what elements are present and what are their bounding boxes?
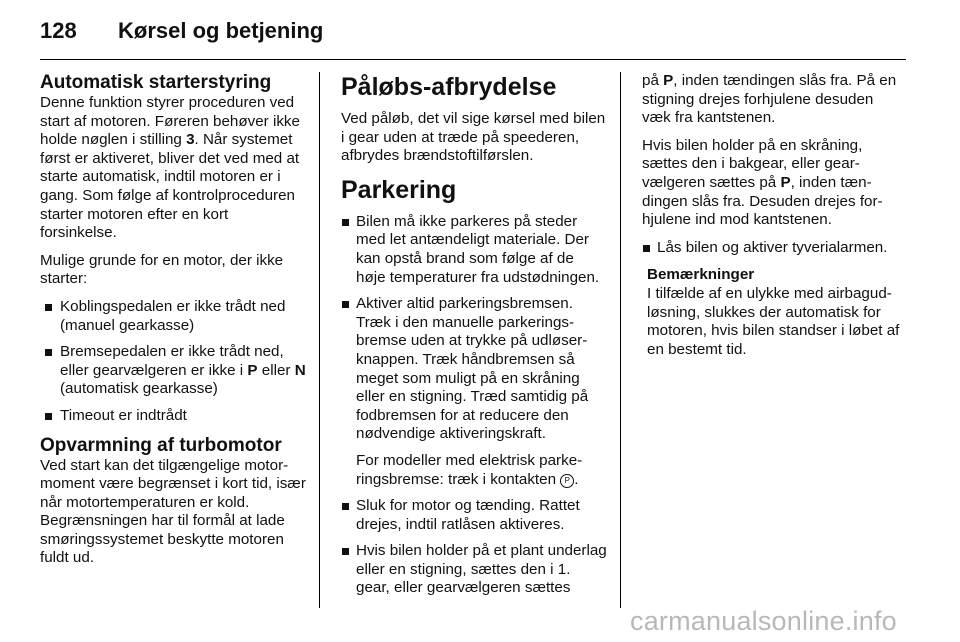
column-1 <box>40 72 308 577</box>
heading-turbo-warmup: Opvarmning af turbomotor <box>40 434 282 456</box>
list-item: Hvis bilen holder på et plant underlag eller en stigning, sættes den i 1. gear, eller gearvælgeren sættes <box>341 542 607 598</box>
list-item: Bremsepedalen er ikke trådt ned, eller gearvælgeren er ikke i P eller N (automatisk gearkasse) <box>44 343 308 399</box>
reasons-list <box>44 298 308 426</box>
column-2 <box>341 72 607 607</box>
paragraph-overrun-cutoff: Ved påløb, det vil sige kørsel med bilen i gear uden at træde på speederen, afbrydes brændstoftilførslen. <box>341 110 606 165</box>
header-rule <box>40 59 906 60</box>
column-3 <box>642 72 904 359</box>
list-item: Koblingspedalen er ikke trådt ned (manuel gearkasse) <box>44 298 308 335</box>
page-number: 128 <box>40 18 77 43</box>
list-item: Lås bilen og aktiver tyverialarmen. <box>642 239 904 258</box>
page-title: Kørsel og betjening <box>118 18 324 43</box>
note-body: I tilfælde af en ulykke med airbagudløsning, slukkes der automatisk for motoren, hvis bilen standser i løbet af en bestemt tid. <box>647 284 900 358</box>
slope-parking-note: Hvis bilen holder på en skråning, sættes den i bakgear, eller gearvælgeren sættes på P, inden tændingen slås fra. Desuden drejes forhjulene ind mod kantstenen. <box>642 136 883 229</box>
parking-brake-icon: P <box>560 474 574 488</box>
paragraph-automatic-start: Denne funktion styrer proceduren ved start af motoren. Føreren behøver ikke holde nøglen i stilling 3. Når systemet først er aktiveret, bliver det ved med at starte automatisk, indtil motoren er i gang. Som følge af kontrolproceduren starter motoren efter en kort forsinkelse. <box>40 94 300 242</box>
electric-brake-note: For modeller med elektrisk parkeringsbremse: træk i kontakten P . <box>356 451 583 488</box>
parking-list <box>341 213 607 598</box>
column-divider-1 <box>319 72 320 608</box>
list-item: Aktiver altid parkeringsbremsen. Træk i den manuelle parkeringsbremse uden at trykke på udløserknappen. Træk håndbremsen så meget som muligt på en skråning eller en stigning. Træd samtidig på fodbremsen for at reducere den nødvendige aktiveringskraft. For modeller med elektrisk parkeringsbremse: træk i kontakten P . <box>341 295 607 489</box>
heading-parking: Parkering <box>341 175 457 204</box>
list-item: Bilen må ikke parkeres på steder med let antændeligt materiale. Der kan opstå brand som følge af de høje temperaturer fra udstødningen. <box>341 213 607 287</box>
watermark: carmanualsonline.info <box>630 606 897 636</box>
list-item: Timeout er indtrådt <box>44 407 308 426</box>
column-divider-2 <box>620 72 621 608</box>
heading-automatic-start: Automatisk starterstyring <box>40 72 272 93</box>
parking-continuation: på P, inden tændingen slås fra. På en stigning drejes forhjulene desuden væk fra kantstenen. <box>642 72 897 127</box>
heading-overrun-cutoff: Påløbs-afbrydelse <box>341 73 557 101</box>
list-item: Sluk for motor og tænding. Rattet drejes, indtil ratlåsen aktiveres. <box>341 497 607 534</box>
note-title: Bemærkninger <box>647 266 755 284</box>
parking-list-continued <box>642 239 904 258</box>
paragraph-reasons: Mulige grunde for en motor, der ikke starter: <box>40 251 284 288</box>
paragraph-turbo-warmup: Ved start kan det tilgængelige motormoment være begrænset i kort tid, især når motortemperaturen er kold. Begrænsningen har til formål at lade smøringssystemet beskytte motoren fuldt ud. <box>40 456 306 567</box>
